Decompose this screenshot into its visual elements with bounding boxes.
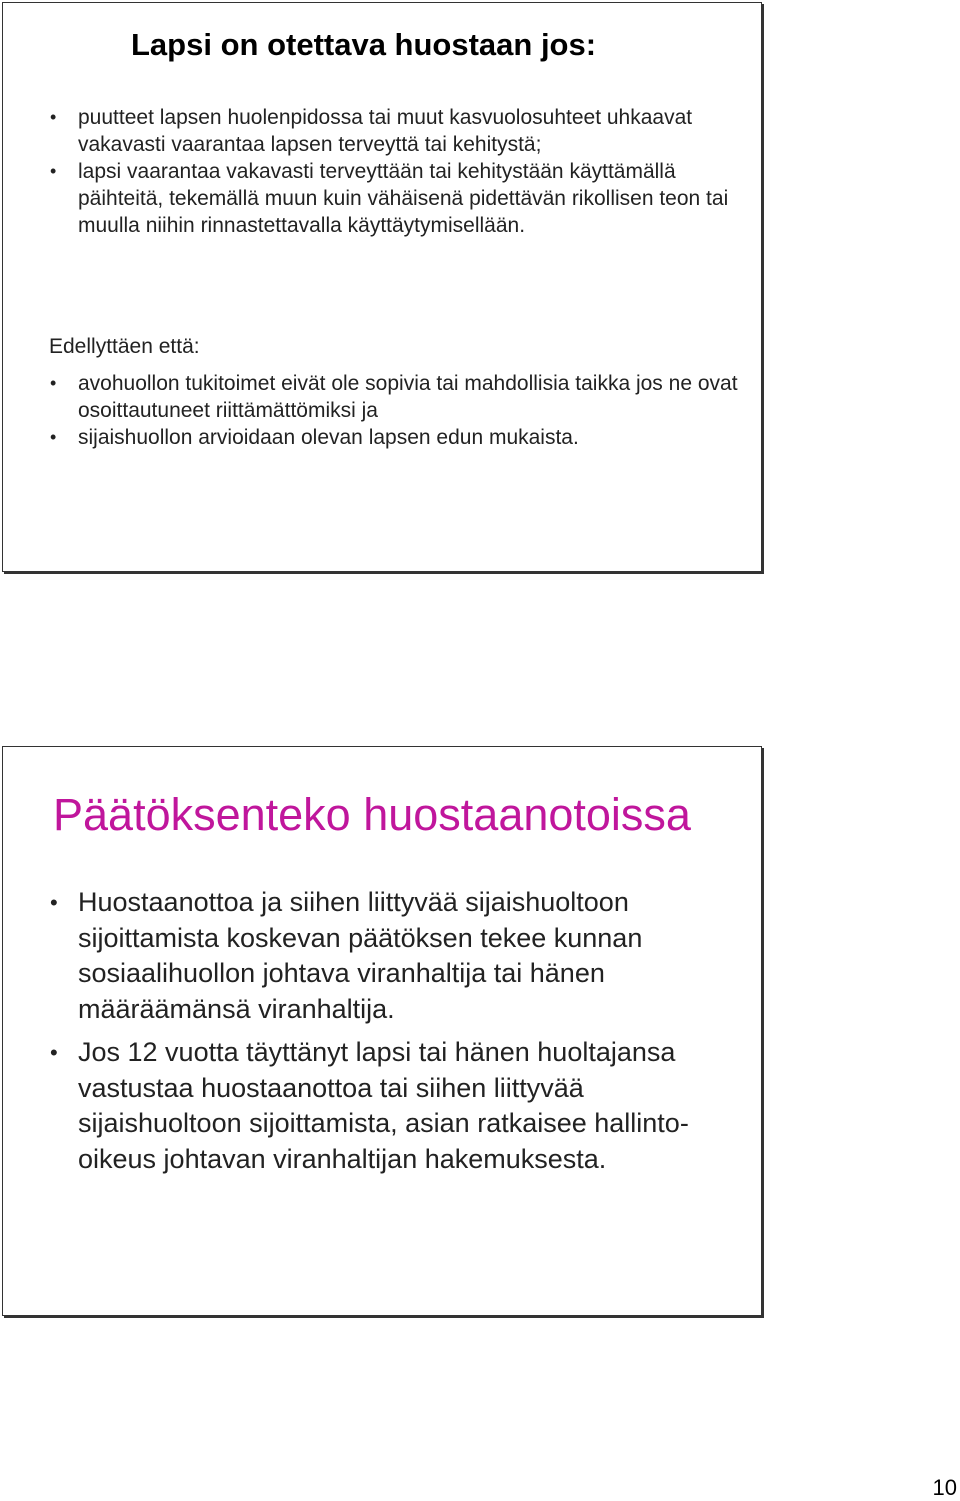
list-item: • Jos 12 vuotta täyttänyt lapsi tai hänen huoltajansa vastustaa huostaanottoa tai siihen liittyvää sijaishuoltoon sijoittamista, asian ratkaisee hallinto-oikeus johtavan viranhaltijan hakemuksesta.	[49, 1035, 729, 1177]
list-item: • lapsi vaarantaa vakavasti terveyttään tai kehitystään käyttämällä päihteitä, tekemällä muun kuin vähäisenä pidettävän rikollisen teon tai muulla niihin rinnastettavalla käyttäytymisellään.	[49, 158, 739, 239]
list-item: • sijaishuollon arvioidaan olevan lapsen edun mukaista.	[49, 424, 739, 451]
list-item: • puutteet lapsen huolenpidossa tai muut kasvuolosuhteet uhkaavat vakavasti vaarantaa lapsen terveyttä tai kehitystä;	[49, 104, 739, 158]
slide-2-title: Päätöksenteko huostaanotoissa	[53, 789, 691, 840]
slide-1-title: Lapsi on otettava huostaan jos:	[131, 27, 597, 62]
slide-2	[2, 746, 762, 1316]
slide-1-criteria-list	[49, 104, 739, 239]
slide-2-list	[49, 885, 729, 1185]
slide-1	[2, 2, 762, 572]
page-number: 10	[932, 1475, 957, 1500]
slide-1-condition-list	[49, 370, 739, 451]
condition-label: Edellyttäen että:	[49, 335, 200, 358]
list-item: • avohuollon tukitoimet eivät ole sopivia tai mahdollisia taikka jos ne ovat osoittautuneet riittämättömiksi ja	[49, 370, 739, 424]
list-item: • Huostaanottoa ja siihen liittyvää sijaishuoltoon sijoittamista koskevan päätöksen tekee kunnan sosiaalihuollon johtava viranhaltija tai hänen määräämänsä viranhaltija.	[49, 885, 729, 1027]
